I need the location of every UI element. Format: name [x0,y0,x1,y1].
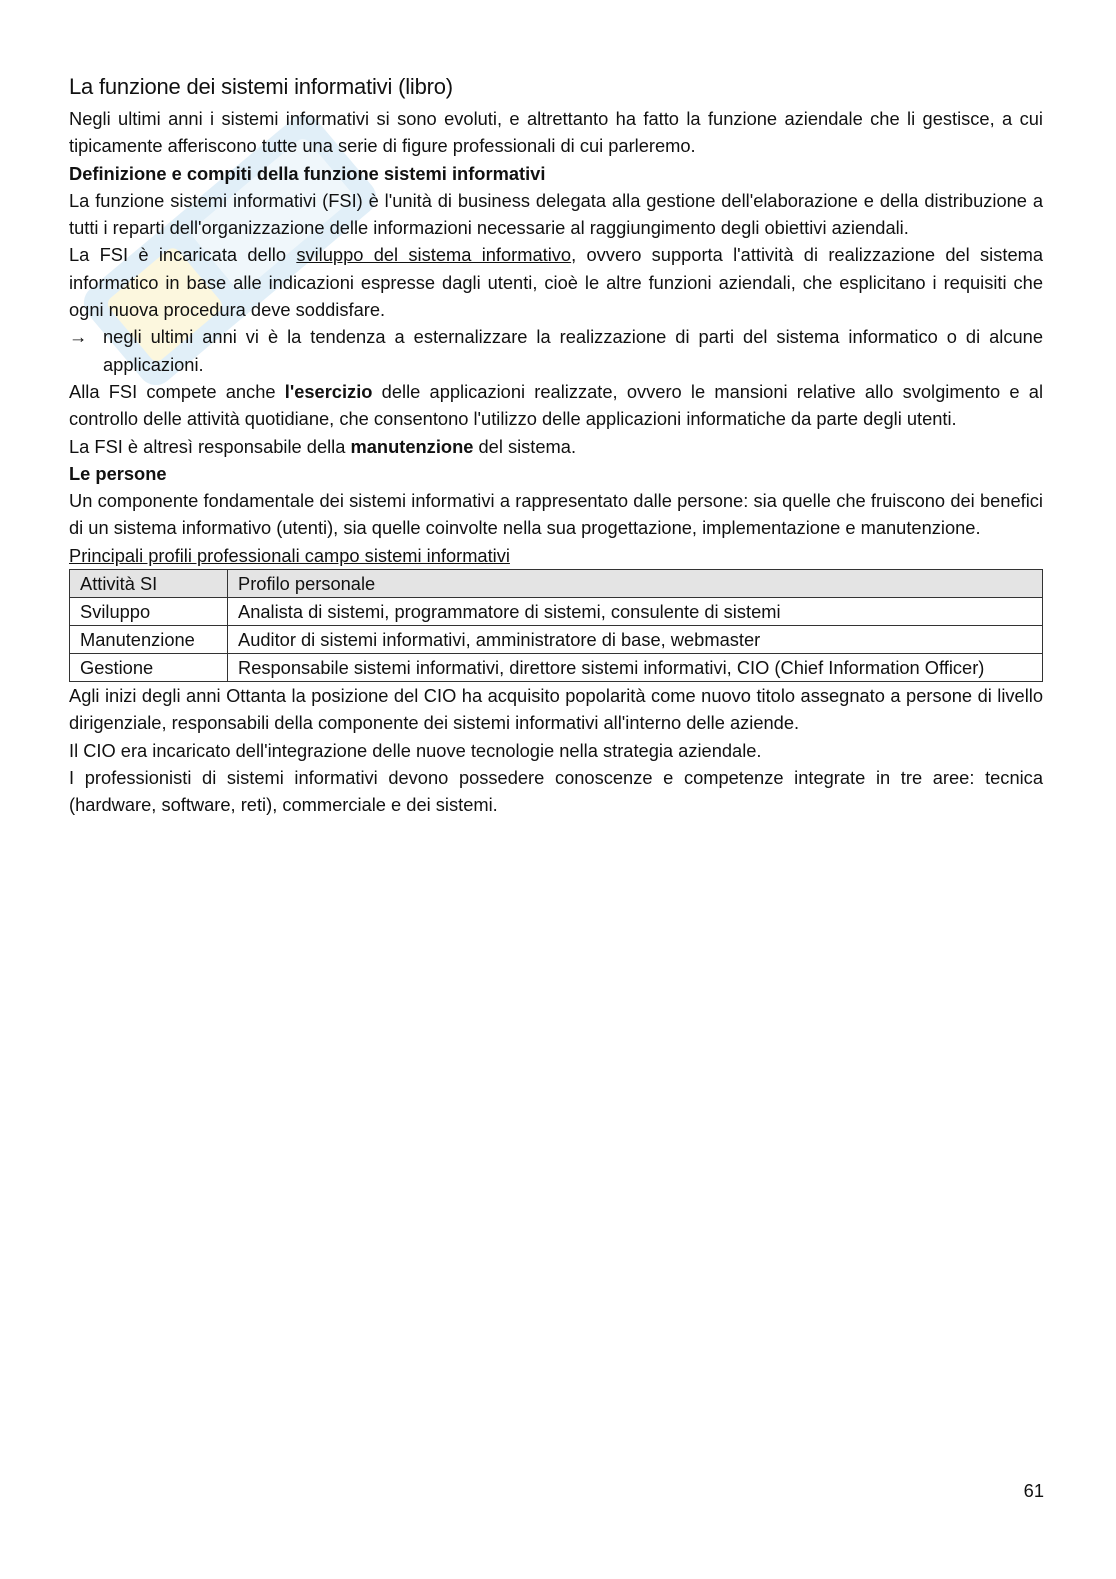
table-row [70,626,1043,654]
intro-paragraph: Negli ultimi anni i sistemi informativi si sono evoluti, e altrettanto ha fatto la funzione aziendale che li gestisce, a cui tipicamente afferiscono tutte una serie di figure professionali di cui parleremo. [69,108,1043,157]
underlined-term: sviluppo del sistema informativo [296,244,572,266]
bold-term: l'esercizio [284,380,373,402]
table-cell-activity: Sviluppo [70,598,228,626]
table-cell-profile: Responsabile sistemi informativi, direttore sistemi informativi, CIO (Chief Information Officer) [228,654,1043,682]
section-heading-persone: Le persone [69,462,167,484]
profiles-table [69,569,1043,682]
document-page [69,72,1043,819]
table-row [70,598,1043,626]
table-header-row [70,570,1043,598]
text-span: La FSI è altresì responsabile della [69,435,351,457]
table-caption: Principali profili professionali campo sistemi informativi [69,544,510,566]
section-heading-definizione: Definizione e compiti della funzione sistemi informativi [69,162,546,184]
bold-term: manutenzione [350,435,474,457]
cio-history-paragraph: Agli inizi degli anni Ottanta la posizione del CIO ha acquisito popolarità come nuovo titolo assegnato a persone di livello dirigenziale, responsabili della componente dei sistemi informativi all'interno delle aziende. [69,685,1043,734]
right-arrow-icon: → [69,326,88,348]
arrow-bullet [69,323,1043,378]
table-header-cell: Profilo personale [228,570,1043,598]
fsi-development-paragraph [69,241,1043,323]
people-paragraph: Un componente fondamentale dei sistemi informativi a rappresentato dalle persone: sia quelle che fruiscono dei benefici di un sistema informativo (utenti), sia quelle coinvolte nella sua progettazione, implementazione e manutenzione. [69,490,1043,539]
page-title: La funzione dei sistemi informativi (libro) [69,74,453,99]
table-header-cell: Attività SI [70,570,228,598]
text-span: delle applicazioni realizzate, ovvero le mansioni relative allo svolgimento e al controllo delle attività quotidiane, che consentono l'utilizzo delle applicazioni informatiche da parte degli utenti. [69,380,1044,430]
cio-role-paragraph: Il CIO era incaricato dell'integrazione delle nuove tecnologie nella strategia aziendale. [69,739,762,761]
table-row [70,654,1043,682]
table-cell-activity: Gestione [70,654,228,682]
text-span: Alla FSI compete anche [69,380,285,402]
table-cell-activity: Manutenzione [70,626,228,654]
table-cell-profile: Auditor di sistemi informativi, amministratore di base, webmaster [228,626,1043,654]
text-span: del sistema. [473,435,577,457]
fsi-maintenance-paragraph [69,433,1043,460]
table-cell-profile: Analista di sistemi, programmatore di sistemi, consulente di sistemi [228,598,1043,626]
fsi-operation-paragraph [69,378,1043,433]
arrow-bullet-text: negli ultimi anni vi è la tendenza a esternalizzare la realizzazione di parti del sistema informatico o di alcune applicazioni. [103,326,1043,375]
skills-paragraph: I professionisti di sistemi informativi devono possedere conoscenze e competenze integrate in tre aree: tecnica (hardware, software, reti), commerciale e dei sistemi. [69,766,1043,816]
fsi-definition-paragraph: La funzione sistemi informativi (FSI) è l'unità di business delegata alla gestione dell'elaborazione e della distribuzione a tutti i reparti dell'organizzazione delle informazioni necessarie al raggiungimento degli obiettivi aziendali. [69,189,1043,239]
text-span: La FSI è incaricata dello [69,244,297,266]
text-span: , ovvero supporta l'attività di realizzazione del sistema informatico in base alle indicazioni espresse dagli utenti, cioè le altre funzioni aziendali, che esplicitano i requisiti che ogni nuova procedura deve soddisfare. [69,244,1044,321]
page-number: 61 [1023,1480,1044,1501]
